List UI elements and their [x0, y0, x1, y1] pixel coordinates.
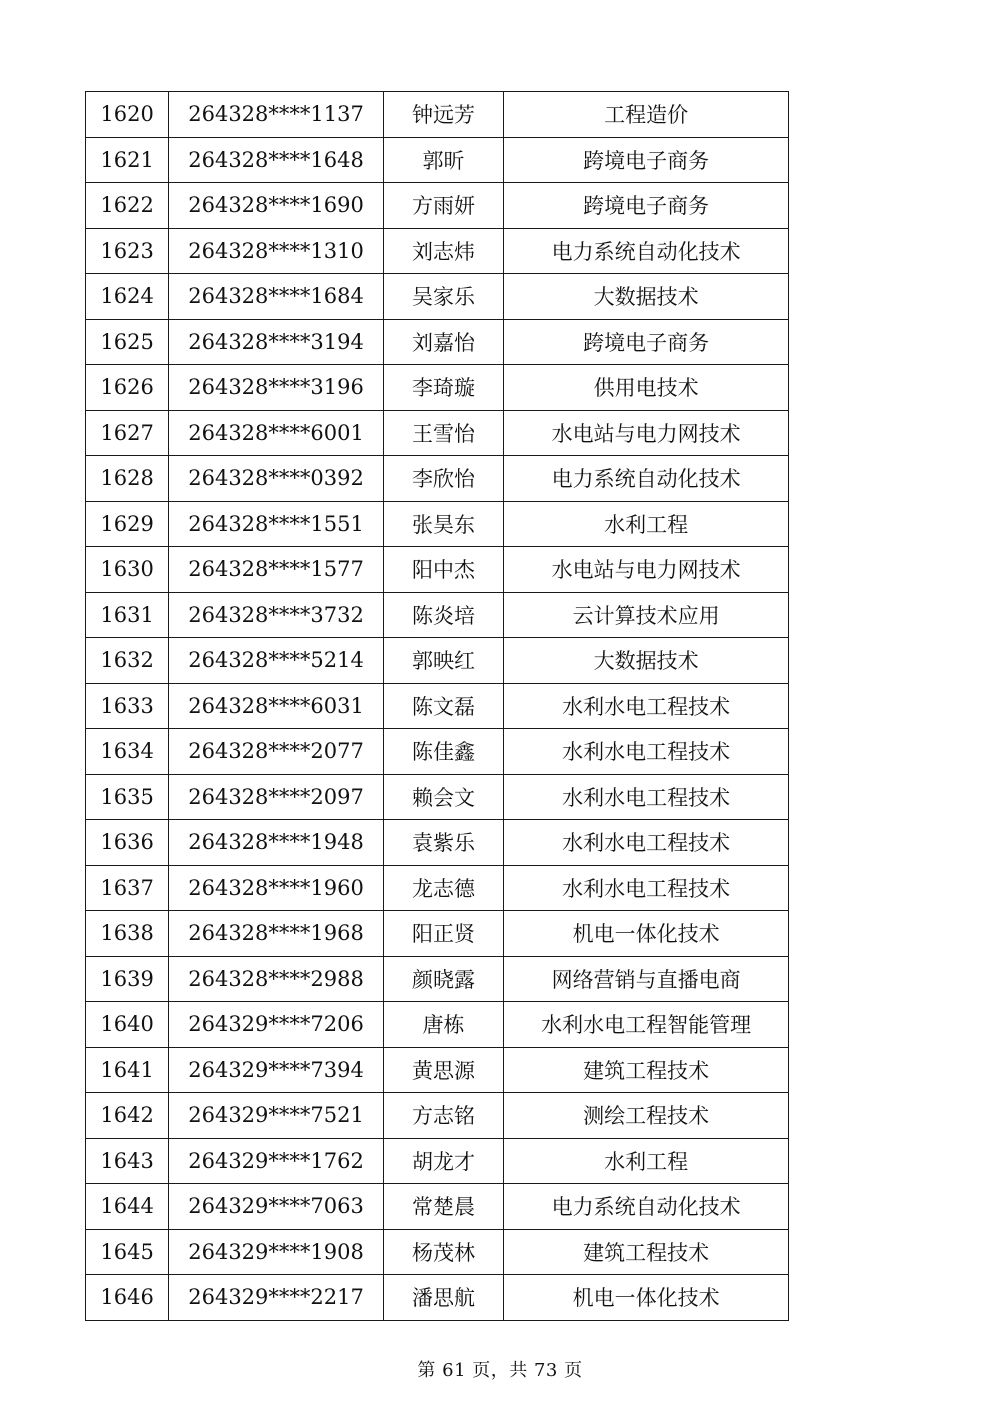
row-number: 1621	[86, 137, 169, 183]
table-row	[86, 456, 789, 502]
person-name: 刘嘉怡	[383, 319, 503, 365]
row-number: 1642	[86, 1093, 169, 1139]
id-number: 264329****7063	[169, 1184, 384, 1230]
major: 水利工程	[504, 501, 789, 547]
table-row	[86, 1138, 789, 1184]
person-name: 李欣怡	[383, 456, 503, 502]
row-number: 1637	[86, 865, 169, 911]
person-name: 袁紫乐	[383, 820, 503, 866]
id-number: 264328****6001	[169, 410, 384, 456]
person-name: 赖会文	[383, 774, 503, 820]
row-number: 1628	[86, 456, 169, 502]
table-row	[86, 92, 789, 138]
row-number: 1624	[86, 274, 169, 320]
major: 供用电技术	[504, 365, 789, 411]
row-number: 1626	[86, 365, 169, 411]
id-number: 264328****1577	[169, 547, 384, 593]
person-name: 张昊东	[383, 501, 503, 547]
id-number: 264329****2217	[169, 1275, 384, 1321]
id-number: 264328****5214	[169, 638, 384, 684]
id-number: 264328****1137	[169, 92, 384, 138]
major: 建筑工程技术	[504, 1047, 789, 1093]
major: 水利水电工程技术	[504, 729, 789, 775]
major: 水电站与电力网技术	[504, 410, 789, 456]
person-name: 郭昕	[383, 137, 503, 183]
table-row	[86, 592, 789, 638]
row-number: 1645	[86, 1229, 169, 1275]
major: 跨境电子商务	[504, 137, 789, 183]
id-number: 264328****1684	[169, 274, 384, 320]
table-row	[86, 410, 789, 456]
row-number: 1632	[86, 638, 169, 684]
person-name: 刘志炜	[383, 228, 503, 274]
person-name: 阳正贤	[383, 911, 503, 957]
row-number: 1629	[86, 501, 169, 547]
major: 跨境电子商务	[504, 183, 789, 229]
row-number: 1640	[86, 1002, 169, 1048]
id-number: 264328****6031	[169, 683, 384, 729]
row-number: 1643	[86, 1138, 169, 1184]
table-row	[86, 956, 789, 1002]
table-row	[86, 1229, 789, 1275]
id-number: 264328****2988	[169, 956, 384, 1002]
major: 云计算技术应用	[504, 592, 789, 638]
table-row	[86, 911, 789, 957]
table-row	[86, 729, 789, 775]
row-number: 1634	[86, 729, 169, 775]
table-row	[86, 820, 789, 866]
table-row	[86, 137, 789, 183]
id-number: 264328****3196	[169, 365, 384, 411]
person-name: 陈佳鑫	[383, 729, 503, 775]
major: 电力系统自动化技术	[504, 228, 789, 274]
roster-table	[85, 91, 789, 1321]
person-name: 阳中杰	[383, 547, 503, 593]
major: 建筑工程技术	[504, 1229, 789, 1275]
row-number: 1633	[86, 683, 169, 729]
id-number: 264328****3732	[169, 592, 384, 638]
table-row	[86, 638, 789, 684]
major: 测绘工程技术	[504, 1093, 789, 1139]
id-number: 264328****0392	[169, 456, 384, 502]
table-row	[86, 774, 789, 820]
person-name: 黄思源	[383, 1047, 503, 1093]
table-row	[86, 228, 789, 274]
id-number: 264328****1551	[169, 501, 384, 547]
major: 大数据技术	[504, 638, 789, 684]
major: 跨境电子商务	[504, 319, 789, 365]
major: 水利水电工程技术	[504, 683, 789, 729]
id-number: 264329****7206	[169, 1002, 384, 1048]
person-name: 王雪怡	[383, 410, 503, 456]
table-row	[86, 1184, 789, 1230]
row-number: 1620	[86, 92, 169, 138]
major: 大数据技术	[504, 274, 789, 320]
major: 水利水电工程技术	[504, 865, 789, 911]
row-number: 1625	[86, 319, 169, 365]
major: 水利水电工程技术	[504, 774, 789, 820]
table-row	[86, 1275, 789, 1321]
id-number: 264328****1948	[169, 820, 384, 866]
table-row	[86, 865, 789, 911]
table-row	[86, 365, 789, 411]
person-name: 吴家乐	[383, 274, 503, 320]
person-name: 杨茂林	[383, 1229, 503, 1275]
page-number-footer: 第 61 页，共 73 页	[417, 1360, 583, 1381]
table-row	[86, 319, 789, 365]
table-row	[86, 501, 789, 547]
table-row	[86, 683, 789, 729]
major: 水利水电工程技术	[504, 820, 789, 866]
table-row	[86, 274, 789, 320]
person-name: 陈文磊	[383, 683, 503, 729]
row-number: 1627	[86, 410, 169, 456]
person-name: 颜晓露	[383, 956, 503, 1002]
row-number: 1644	[86, 1184, 169, 1230]
row-number: 1638	[86, 911, 169, 957]
id-number: 264328****1310	[169, 228, 384, 274]
person-name: 潘思航	[383, 1275, 503, 1321]
person-name: 郭映红	[383, 638, 503, 684]
person-name: 方雨妍	[383, 183, 503, 229]
table-row	[86, 1002, 789, 1048]
major: 网络营销与直播电商	[504, 956, 789, 1002]
person-name: 陈炎培	[383, 592, 503, 638]
id-number: 264328****2077	[169, 729, 384, 775]
table-row	[86, 1047, 789, 1093]
table-row	[86, 183, 789, 229]
row-number: 1639	[86, 956, 169, 1002]
row-number: 1623	[86, 228, 169, 274]
major: 工程造价	[504, 92, 789, 138]
major: 电力系统自动化技术	[504, 456, 789, 502]
major: 机电一体化技术	[504, 911, 789, 957]
table-row	[86, 547, 789, 593]
row-number: 1631	[86, 592, 169, 638]
major: 水利水电工程智能管理	[504, 1002, 789, 1048]
major: 机电一体化技术	[504, 1275, 789, 1321]
table-row	[86, 1093, 789, 1139]
major: 水电站与电力网技术	[504, 547, 789, 593]
person-name: 方志铭	[383, 1093, 503, 1139]
id-number: 264328****1648	[169, 137, 384, 183]
id-number: 264329****1762	[169, 1138, 384, 1184]
id-number: 264329****7521	[169, 1093, 384, 1139]
id-number: 264328****1690	[169, 183, 384, 229]
person-name: 唐栋	[383, 1002, 503, 1048]
id-number: 264328****3194	[169, 319, 384, 365]
id-number: 264328****1960	[169, 865, 384, 911]
id-number: 264329****7394	[169, 1047, 384, 1093]
id-number: 264328****1968	[169, 911, 384, 957]
major: 电力系统自动化技术	[504, 1184, 789, 1230]
id-number: 264328****2097	[169, 774, 384, 820]
row-number: 1635	[86, 774, 169, 820]
person-name: 常楚晨	[383, 1184, 503, 1230]
person-name: 李琦璇	[383, 365, 503, 411]
major: 水利工程	[504, 1138, 789, 1184]
row-number: 1641	[86, 1047, 169, 1093]
person-name: 钟远芳	[383, 92, 503, 138]
row-number: 1636	[86, 820, 169, 866]
person-name: 龙志德	[383, 865, 503, 911]
row-number: 1622	[86, 183, 169, 229]
id-number: 264329****1908	[169, 1229, 384, 1275]
person-name: 胡龙才	[383, 1138, 503, 1184]
roster-table-body	[86, 92, 789, 1321]
row-number: 1646	[86, 1275, 169, 1321]
row-number: 1630	[86, 547, 169, 593]
